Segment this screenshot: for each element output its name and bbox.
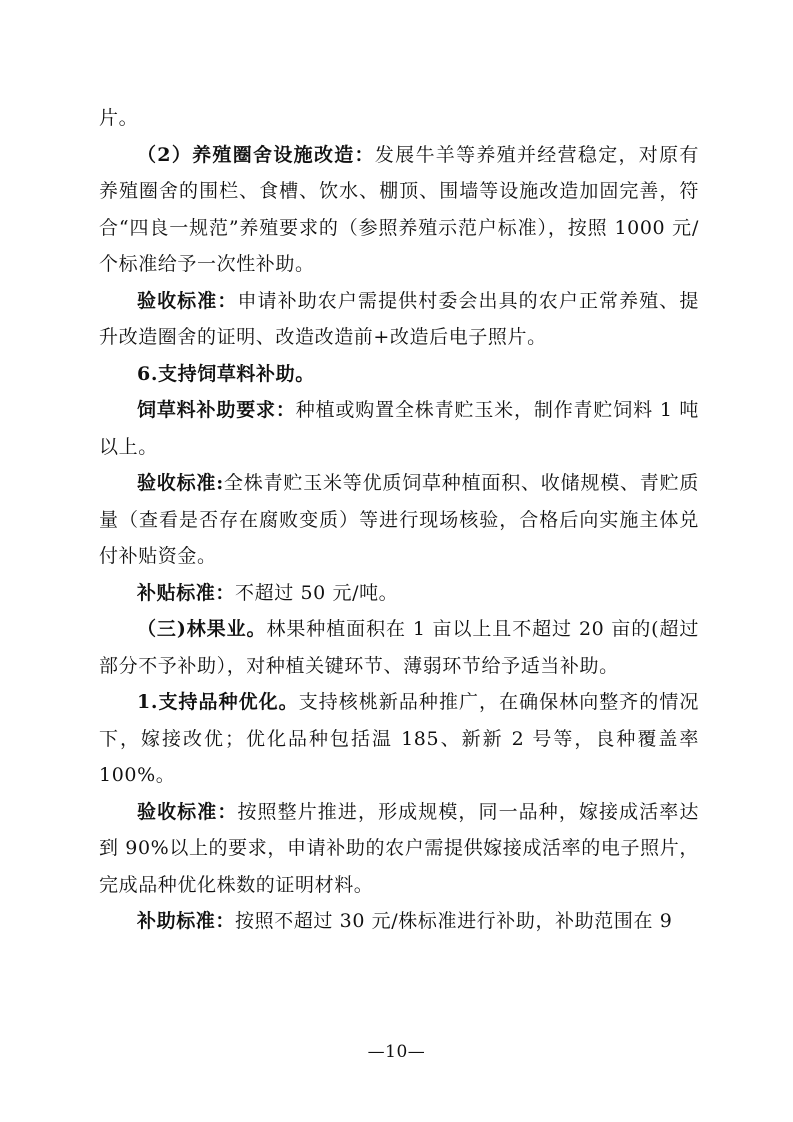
paragraph-body: 不超过 50 元/吨。 — [235, 581, 399, 604]
paragraph-body: 按照整片推进，形成规模，同一品种，嫁接成活率达到 90%以上的要求，申请补助的农户需提供嫁接成活率的电子照片，完成品种优化株数的证明材料。 — [99, 800, 699, 896]
paragraph-lead: 1.支持品种优化。 — [137, 691, 299, 713]
paragraph-lead: 验收标准: — [137, 472, 224, 494]
section-heading-forage-subsidy — [99, 356, 699, 393]
paragraph-continuation — [99, 100, 699, 137]
paragraph-lead: 验收标准： — [137, 800, 238, 823]
paragraph-body: 支持核桃新品种推广，在确保林向整齐的情况下，嫁接改优；优化品种包括温 185、新新 2 号等，良种覆盖率 100%。 — [99, 691, 699, 786]
page-number: —10— — [367, 1042, 426, 1062]
paragraph-lead: 补助标准： — [137, 910, 236, 932]
body-text — [99, 100, 699, 940]
paragraph-body: 种植或购置全株青贮玉米，制作青贮饲料 1 吨以上。 — [99, 399, 699, 458]
paragraph-lead: 6.支持饲草料补助。 — [137, 362, 315, 385]
paragraph-lead: 验收标准： — [137, 289, 238, 312]
paragraph-lead: 饲草料补助要求： — [137, 399, 296, 421]
paragraph-lead: 补贴标准： — [137, 581, 236, 604]
paragraph-lead: （2）养殖圈舍设施改造： — [137, 143, 375, 166]
paragraph-body: 申请补助农户需提供村委会出具的农户正常养殖、提升改造圈舍的证明、改造改造前+改造后电子照片。 — [99, 289, 699, 348]
section-heading-forestry-fruit — [99, 611, 699, 684]
paragraph-pen-renovation — [99, 137, 699, 283]
paragraph-acceptance-standard — [99, 794, 699, 904]
paragraph-acceptance-standard — [99, 465, 699, 575]
paragraph-variety-optimization — [99, 684, 699, 794]
paragraph-lead: （三)林果业。 — [137, 618, 267, 640]
paragraph-forage-requirement — [99, 392, 699, 465]
paragraph-body: 按照不超过 30 元/株标准进行补助，补助范围在 9 — [235, 910, 673, 932]
paragraph-body: 发展牛羊等养殖并经营稳定，对原有养殖圈舍的围栏、食槽、饮水、棚顶、围墙等设施改造加固完善，符合“四良一规范”养殖要求的（参照养殖示范户标准），按照 1000 元/个标准给予一次性补助。 — [99, 143, 699, 275]
paragraph-acceptance-standard — [99, 283, 699, 356]
paragraph-body: 全株青贮玉米等优质饲草种植面积、收储规模、青贮质量（查看是否存在腐败变质）等进行现场核验，合格后向实施主体兑付补贴资金。 — [99, 472, 699, 567]
paragraph-subsidy-standard — [99, 575, 699, 612]
paragraph-subsidy-standard — [99, 903, 699, 940]
paragraph-body: 林果种植面积在 1 亩以上且不超过 20 亩的(超过部分不予补助），对种植关键环节、薄弱环节给予适当补助。 — [99, 618, 699, 677]
paragraph-body: 片。 — [99, 107, 139, 129]
